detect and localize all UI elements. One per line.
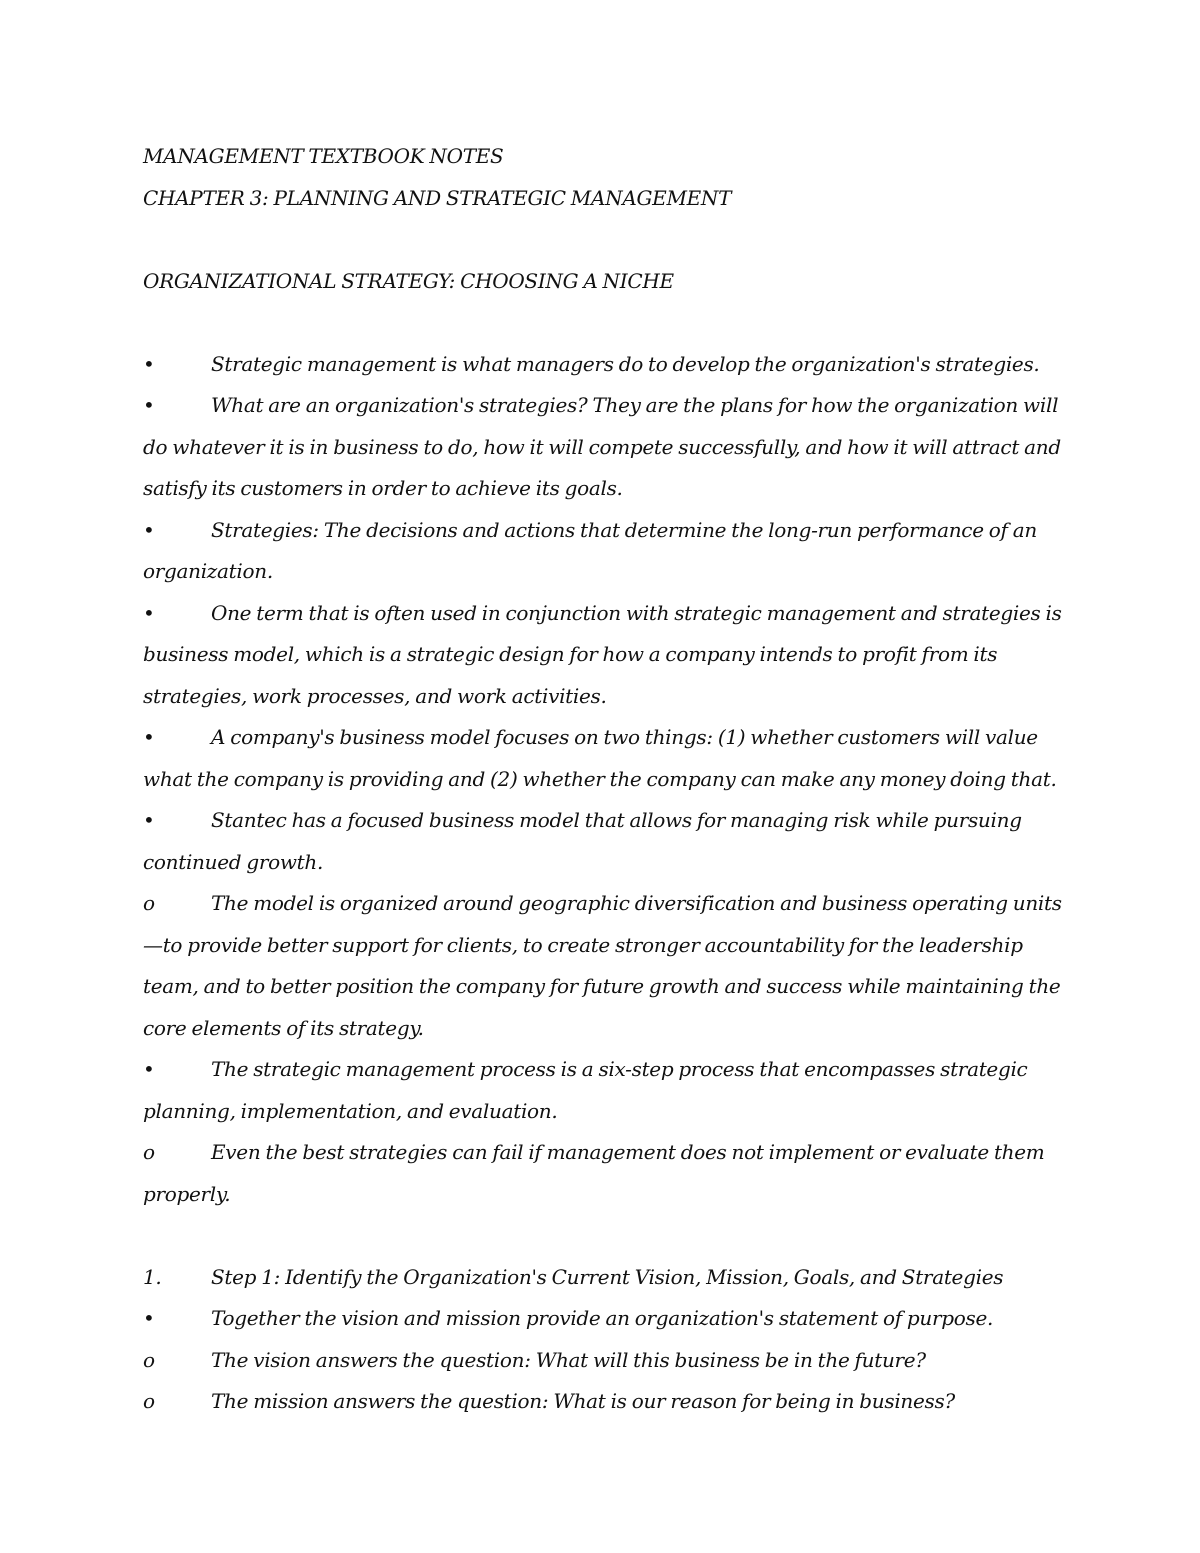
list-item bbox=[143, 510, 1073, 593]
list-item bbox=[143, 593, 1073, 718]
bullet-marker: • bbox=[143, 1057, 155, 1081]
list-item bbox=[143, 800, 1073, 883]
list-item bbox=[143, 385, 1073, 510]
list-item-text: Even the best strategies can fail if management does not implement or evaluate them properly. bbox=[143, 1140, 1045, 1206]
document-title: MANAGEMENT TEXTBOOK NOTES bbox=[143, 144, 504, 168]
bullet-marker: • bbox=[143, 808, 155, 832]
bullet-marker: • bbox=[143, 393, 155, 417]
sub-list-item bbox=[143, 1132, 1073, 1215]
list-item-text: Together the vision and mission provide an organization's statement of purpose. bbox=[211, 1306, 994, 1330]
sub-list-item bbox=[143, 1381, 1073, 1423]
list-item-text: The model is organized around geographic diversification and business operating units —to provide better support for clients, to create stronger accountability for the leadership team, and to better position the company for future growth and success while maintaining the core elements of its strategy. bbox=[143, 891, 1062, 1040]
list-item bbox=[143, 1298, 1073, 1340]
sub-bullet-marker: o bbox=[143, 1347, 155, 1372]
document-body bbox=[143, 136, 1073, 1423]
step-number: 1. bbox=[143, 1264, 162, 1289]
sub-bullet-marker: o bbox=[143, 891, 155, 915]
step-title: Step 1: Identify the Organization's Current Vision, Mission, Goals, and Strategies bbox=[211, 1264, 1004, 1289]
list-item-text: What are an organization's strategies? They are the plans for how the organization will do whatever it is in business to do, how it will compete successfully, and how it will attract and satisfy its customers in order to achieve its goals. bbox=[143, 393, 1061, 500]
sub-list-item bbox=[143, 883, 1073, 1049]
bullet-marker: • bbox=[143, 351, 155, 376]
list-item-text: The strategic management process is a six-step process that encompasses strategic planning, implementation, and evaluation. bbox=[143, 1057, 1028, 1123]
list-item-text: Strategies: The decisions and actions that determine the long-run performance of an organization. bbox=[143, 517, 1037, 583]
list-item-text: A company's business model focuses on two things: (1) whether customers will value what the company is providing and (2) whether the company can make any money doing that. bbox=[143, 725, 1057, 791]
sub-list-item bbox=[143, 1340, 1073, 1382]
list-item bbox=[143, 717, 1073, 800]
spacer bbox=[143, 219, 1073, 261]
section-heading: ORGANIZATIONAL STRATEGY: CHOOSING A NICHE bbox=[143, 268, 674, 293]
list-item-text: One term that is often used in conjunction with strategic management and strategies is business model, which is a strategic design for how a company intends to profit from its strategies, work processes, and work activities. bbox=[143, 600, 1062, 708]
sub-bullet-marker: o bbox=[143, 1389, 155, 1413]
spacer bbox=[143, 302, 1073, 344]
bullet-marker: • bbox=[143, 600, 155, 625]
list-item bbox=[143, 344, 1073, 386]
numbered-step bbox=[143, 1257, 1073, 1299]
chapter-title: CHAPTER 3: PLANNING AND STRATEGIC MANAGEMENT bbox=[143, 185, 732, 210]
list-item-text: Stantec has a focused business model that allows for managing risk while pursuing continued growth. bbox=[143, 808, 1022, 874]
list-item bbox=[143, 1049, 1073, 1132]
list-item-text: The vision answers the question: What will this business be in the future? bbox=[211, 1347, 926, 1372]
bullet-marker: • bbox=[143, 1306, 155, 1330]
spacer bbox=[143, 1215, 1073, 1257]
bullet-marker: • bbox=[143, 517, 155, 542]
bullet-marker: • bbox=[143, 725, 155, 749]
sub-bullet-marker: o bbox=[143, 1140, 155, 1164]
list-item-text: The mission answers the question: What is our reason for being in business? bbox=[211, 1389, 955, 1413]
list-item-text: Strategic management is what managers do to develop the organization's strategies. bbox=[211, 351, 1040, 376]
